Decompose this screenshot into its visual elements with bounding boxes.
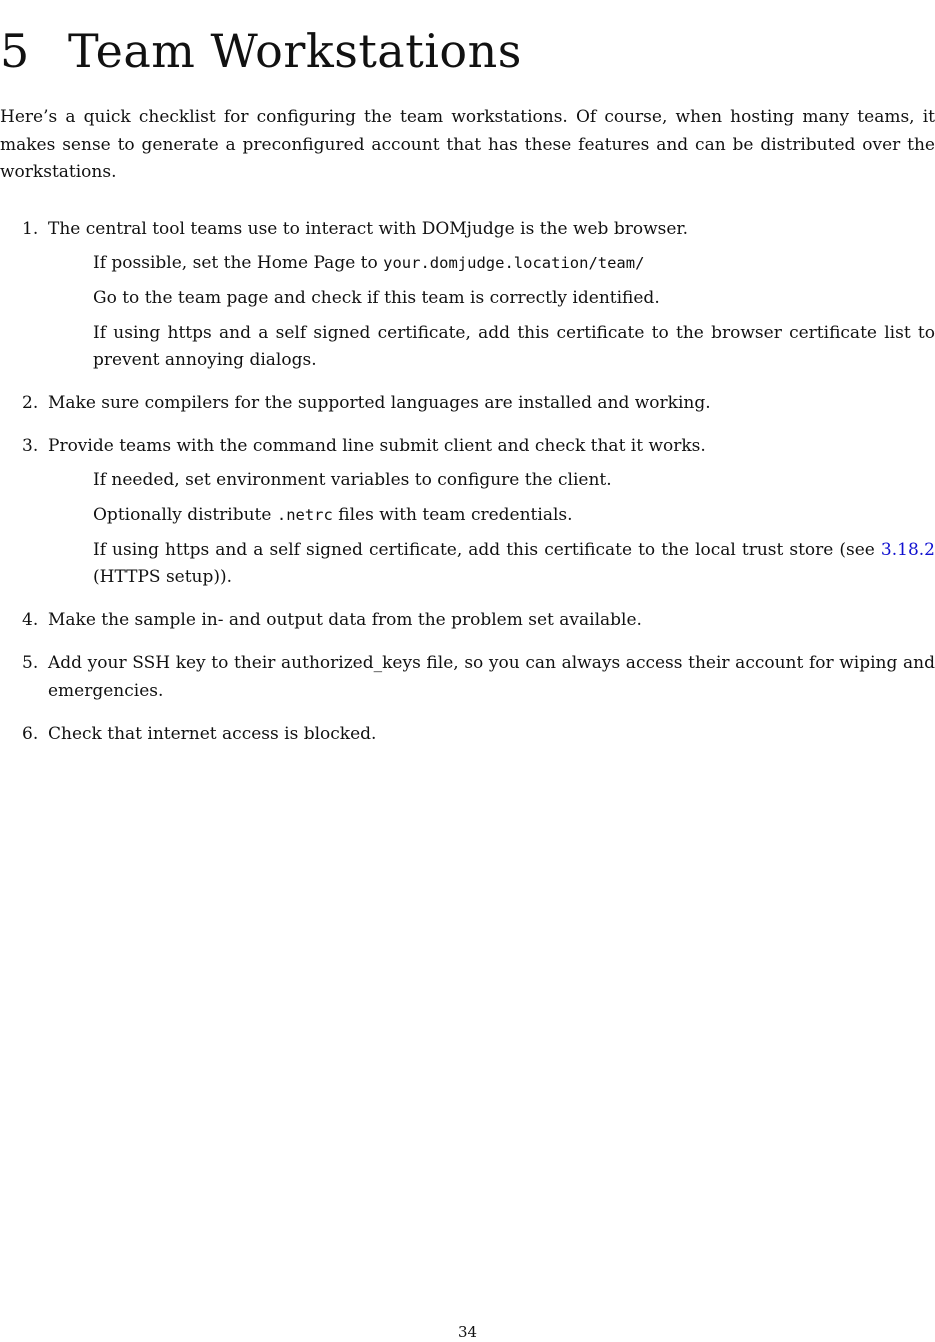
section-heading bbox=[0, 21, 522, 81]
checklist-item-6 bbox=[0, 721, 935, 749]
sub-list-submit-client bbox=[93, 467, 935, 592]
checklist bbox=[0, 216, 935, 764]
page-number: 34 bbox=[457, 1323, 478, 1341]
item-marker: 3. bbox=[22, 436, 39, 456]
item-marker: 2. bbox=[22, 393, 39, 413]
checklist-item-5 bbox=[0, 650, 935, 705]
checklist-item-3 bbox=[0, 433, 935, 592]
sub-item-text: If using https and a self signed certificate, add this certificate to the local trust store (see bbox=[93, 539, 881, 560]
checklist-item-2 bbox=[0, 390, 935, 418]
item-marker: 1. bbox=[22, 219, 39, 239]
sub-item-text: (HTTPS setup)). bbox=[93, 567, 233, 587]
item-marker: 6. bbox=[22, 723, 39, 744]
item-marker: 5. bbox=[22, 653, 39, 673]
item-text: Make sure compilers for the supported languages are installed and working. bbox=[48, 393, 711, 413]
item-text: Add your SSH key to their authorized_keys file, so you can always access their account for wiping and emergencies. bbox=[48, 653, 935, 701]
sub-item-text: If possible, set the Home Page to bbox=[93, 252, 384, 273]
sub-item-certificate: If using https and a self signed certificate, add this certificate to the browser certificate list to prevent annoying dialogs. bbox=[93, 322, 935, 370]
item-text: Check that internet access is blocked. bbox=[48, 723, 377, 744]
sub-list-browser bbox=[93, 250, 935, 375]
item-text: Provide teams with the command line submit client and check that it works. bbox=[48, 436, 706, 456]
checklist-item-4 bbox=[0, 607, 935, 635]
sub-item-environment: If needed, set environment variables to configure the client. bbox=[93, 469, 612, 490]
sub-item-home-page bbox=[93, 250, 935, 278]
item-marker: 4. bbox=[22, 610, 39, 630]
item-text: The central tool teams use to interact with DOMjudge is the web browser. bbox=[48, 219, 689, 239]
checklist-item-1 bbox=[0, 216, 935, 375]
section-reference-link[interactable]: 3.18.2 bbox=[880, 539, 935, 560]
home-page-url: your.domjudge.location/team/ bbox=[383, 253, 645, 272]
netrc-code: .netrc bbox=[276, 505, 333, 524]
section-number: 5 bbox=[0, 24, 30, 79]
sub-item-text: Optionally distribute bbox=[93, 504, 277, 525]
sub-item-text: files with team credentials. bbox=[332, 504, 573, 525]
intro-paragraph: Here’s a quick checklist for configuring the team workstations. Of course, when hosting many teams, it makes sense to generate a preconfigured account that has these features and can be distributed over the workstations. bbox=[0, 107, 935, 182]
section-title: Team Workstations bbox=[68, 24, 522, 79]
sub-item-netrc bbox=[93, 502, 935, 530]
sub-item-trust-store bbox=[93, 537, 935, 592]
item-text: Make the sample in- and output data from the problem set available. bbox=[48, 610, 642, 630]
sub-item-team-page: Go to the team page and check if this team is correctly identified. bbox=[93, 287, 660, 308]
